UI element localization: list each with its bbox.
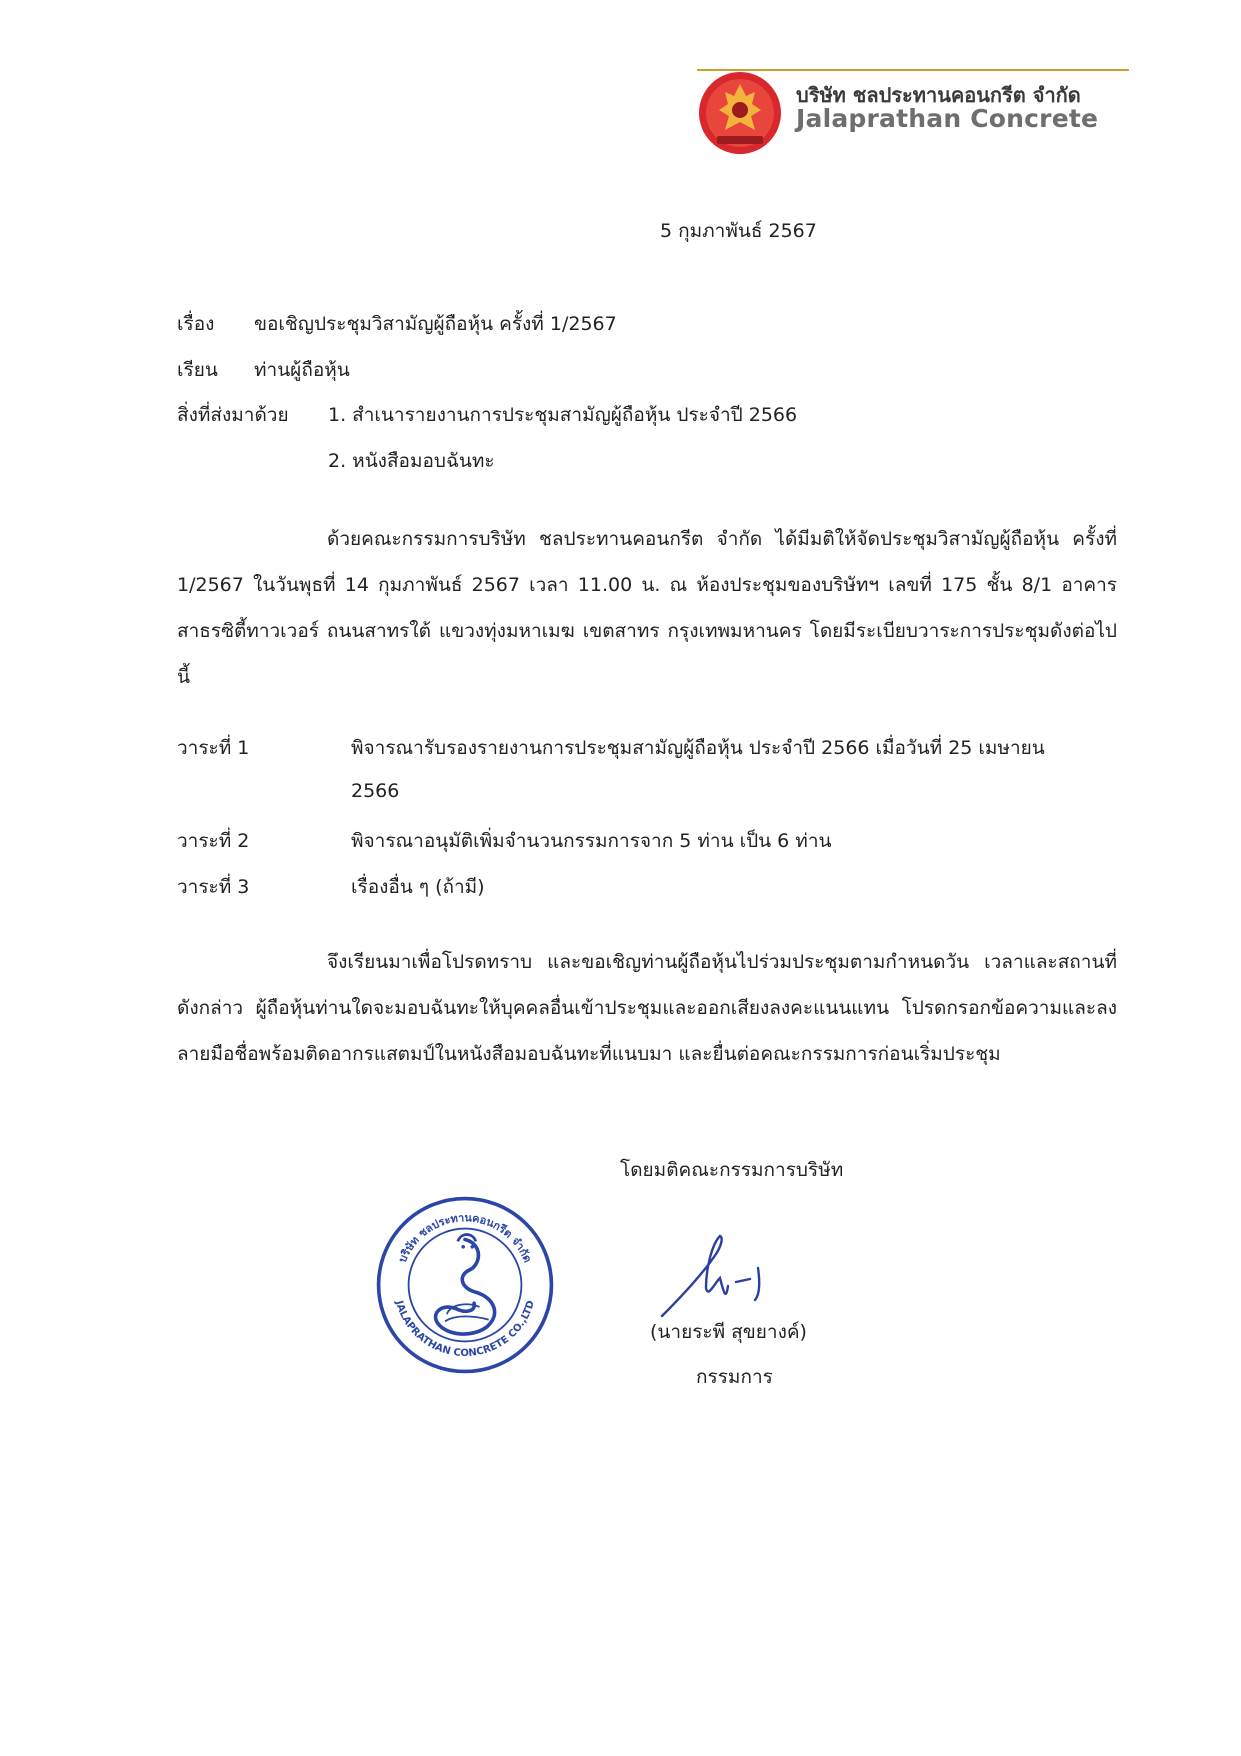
- company-name-english: Jalaprathan Concrete: [796, 104, 1099, 133]
- letter-date: 5 กุมภาพันธ์ 2567: [660, 220, 817, 242]
- agenda-label-1: วาระที่ 1: [177, 737, 250, 759]
- handwritten-signature-icon: [654, 1224, 774, 1324]
- agenda-label-3: วาระที่ 3: [177, 876, 250, 898]
- signatory-name: (นายระพี สุขยางค์): [650, 1321, 807, 1343]
- enclosures-label: สิ่งที่ส่งมาด้วย: [177, 404, 289, 426]
- naga-seal-icon: [374, 1194, 556, 1376]
- agenda-text-3: เรื่องอื่น ๆ (ถ้ามี): [351, 876, 485, 898]
- seal-text-english: JALAPRATHAN CONCRETE CO.,LTD: [393, 1299, 537, 1360]
- seal-text-thai: บริษัท ชลประทานคอนกรีต จำกัด: [395, 1211, 535, 1265]
- subject-label: เรื่อง: [177, 313, 215, 335]
- agenda-text-2: พิจารณาอนุมัติเพิ่มจำนวนกรรมการจาก 5 ท่าน เป็น 6 ท่าน: [351, 830, 832, 852]
- enclosure-item-2: 2. หนังสือมอบฉันทะ: [328, 450, 495, 472]
- agenda-text-1: พิจารณารับรองรายงานการประชุมสามัญผู้ถือหุ้น ประจำปี 2566 เมื่อวันที่ 25 เมษายน: [351, 737, 1045, 759]
- agenda-label-2: วาระที่ 2: [177, 830, 250, 852]
- enclosure-item-1: 1. สำเนารายงานการประชุมสามัญผู้ถือหุ้น ประจำปี 2566: [328, 404, 798, 426]
- recipient-label: เรียน: [177, 359, 218, 381]
- garuda-emblem-icon: [697, 70, 783, 156]
- signatory-title: กรรมการ: [696, 1366, 773, 1388]
- intro-paragraph: ด้วยคณะกรรมการบริษัท ชลประทานคอนกรีต จำกัด ได้มีมติให้จัดประชุมวิสามัญผู้ถือหุ้น ครั้งที่ 1/2567 ในวันพุธที่ 14 กุมภาพันธ์ 2567 เวลา 11.00 น. ณ ห้องประชุมของบริษัทฯ เลขที่ 175 ชั้น 8/1 อาคารสาธรซิตี้ทาวเวอร์ ถนนสาทรใต้ แขวงทุ่งมหาเมฆ เขตสาทร กรุงเทพมหานคร โดยมีระเบียบวาระการประชุมดังต่อไปนี้: [177, 528, 1117, 688]
- agenda-text-1-continued: 2566: [351, 780, 400, 802]
- company-name-thai: บริษัท ชลประทานคอนกรีต จำกัด: [796, 83, 1081, 107]
- closing-paragraph: จึงเรียนมาเพื่อโปรดทราบ และขอเชิญท่านผู้ถือหุ้นไปร่วมประชุมตามกำหนดวัน เวลาและสถานที่ดังกล่าว ผู้ถือหุ้นท่านใดจะมอบฉันทะให้บุคคลอื่นเข้าประชุมและออกเสียงลงคะแนนแทน โปรดกรอกข้อความและลงลายมือชื่อพร้อมติดอากรแสตมป์ในหนังสือมอบฉันทะที่แนบมา และยื่นต่อคณะกรรมการก่อนเริ่มประชุม: [177, 951, 1117, 1065]
- recipient-text: ท่านผู้ถือหุ้น: [254, 359, 350, 381]
- subject-text: ขอเชิญประชุมวิสามัญผู้ถือหุ้น ครั้งที่ 1/2567: [254, 313, 617, 335]
- signature-by-order: โดยมติคณะกรรมการบริษัท: [620, 1159, 844, 1181]
